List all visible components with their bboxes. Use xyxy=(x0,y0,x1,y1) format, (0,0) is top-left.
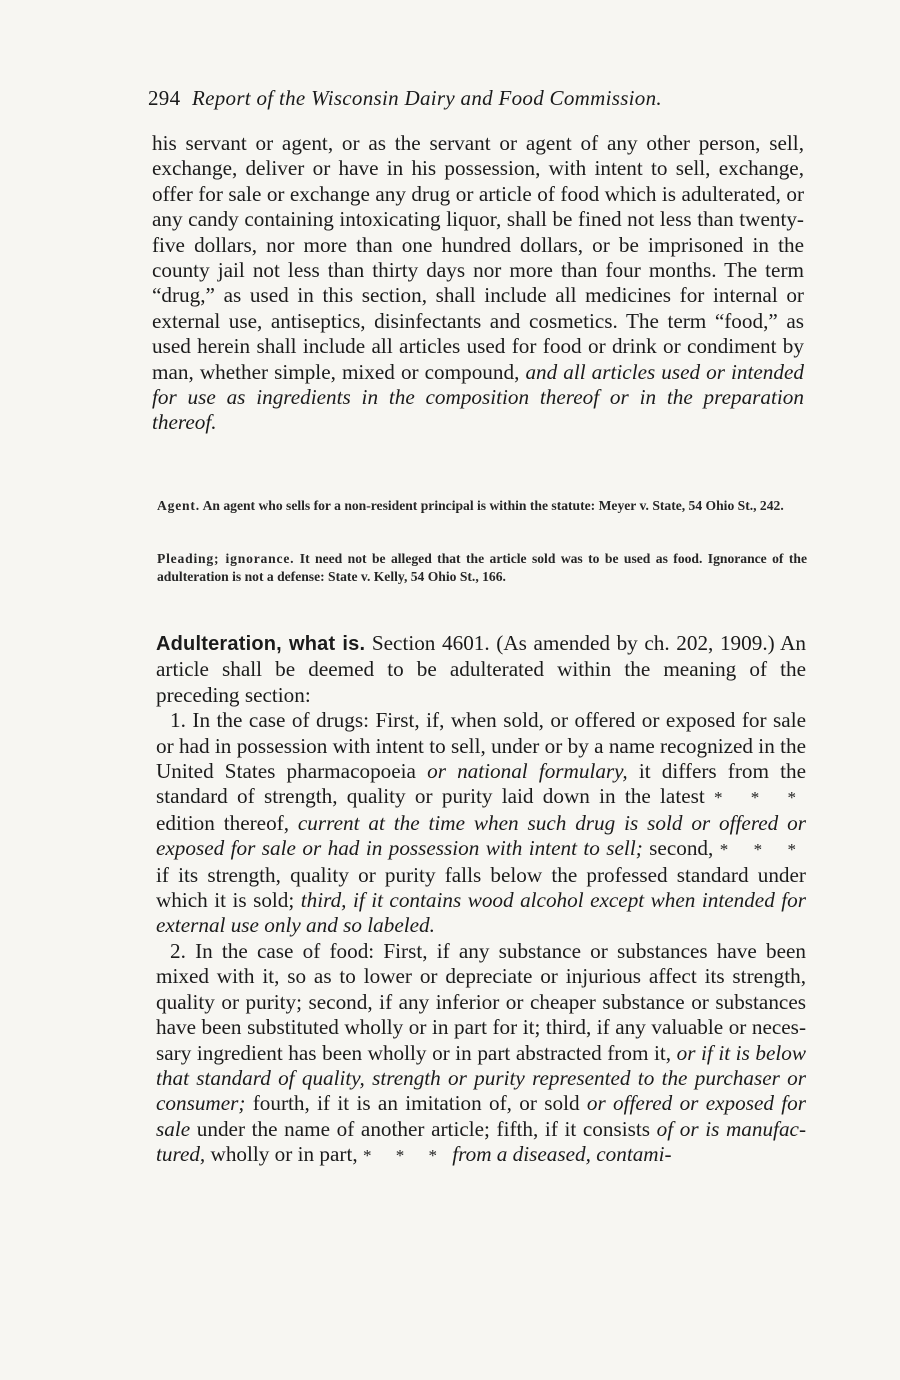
section-item-food xyxy=(156,939,806,1169)
item-text-italic: from a diseased, contami- xyxy=(446,1142,672,1167)
item-text: if its strength, quality or purity falls below the professed standard under which it is sold; xyxy=(156,862,806,913)
annotation-lead: Pleading; ignorance. xyxy=(157,551,295,566)
section-item-drugs xyxy=(156,708,806,939)
paragraph-text-roman: his servant or agent, or as the servant or agent of any other person, sell, exchange, deliver or have in his possession, with intent to sell, exchange, offer for sale or exchange any drug or article of food which is adulterated, or any candy containing intoxicating liquor, shall be fined not less than twenty-five dollars, nor more than one hundred dollars, or be imprisoned in the county jail not less than thirty days nor more than four months. The term “drug,” as used in this section, shall include all medicines for internal or external use, antiseptics, disinfectants and cosmetics. The term “food,” as used herein shall include all articles used for food or drink or condiment by man, whether simple, mixed or compound, xyxy=(152,131,804,384)
annotation-text: It need not be alleged that the article sold was to be used as food. Ignorance of the adulteration is not a defense: State v. Kelly, 54 Ohio St., 166. xyxy=(157,551,808,584)
running-title: Report of the Wisconsin Dairy and Food Commission. xyxy=(191,86,662,110)
section-heading: Adulteration, what is. xyxy=(156,633,366,655)
item-text-italic: or if it is below that standard of quality, strength or purity represented to the purchaser or consumer; xyxy=(156,1040,806,1116)
item-text: 1. In the case of drugs: First, if, when sold, or offered or exposed for sale or had in possession with intent to sell, under or by a name recognized in the United States pharmacopoeia xyxy=(156,708,806,784)
annotation-lead: Agent. xyxy=(157,498,200,513)
paragraph-text xyxy=(152,131,804,436)
section-intro xyxy=(156,631,806,708)
item-text: wholly or in part, xyxy=(205,1142,363,1167)
ellipsis-stars: * * * xyxy=(362,1146,447,1166)
item-text: under the name of another article; fifth, if it consists xyxy=(190,1116,657,1141)
annotation-agent xyxy=(157,497,807,515)
section-intro-text: Section 4601. (As amended by ch. 202, 1909.) An article shall be deemed to be adulterated within the meaning of the preceding section: xyxy=(156,631,806,707)
paragraph-continuation xyxy=(152,131,804,436)
paragraph-text-italic: and all articles used or intended for use as ingredients in the composition thereof or in the preparation thereof. xyxy=(152,359,804,435)
annotation-pleading xyxy=(157,550,807,585)
item-text-italic: of or is manufactured, xyxy=(156,1116,807,1167)
annotation-text: An agent who sells for a non-resident principal is within the statute: Meyer v. State, 54 Ohio St., 242. xyxy=(199,498,784,513)
section-4601 xyxy=(156,631,806,1169)
item-text: it differs from the standard of strength, quality or purity laid down in the latest xyxy=(156,759,806,809)
page-header xyxy=(148,86,788,111)
ellipsis-stars: * * * xyxy=(714,788,807,808)
item-text: fourth, if it is an imitation of, or sold xyxy=(245,1091,587,1116)
item-text-italic: third, if it contains wood alcohol except when intended for external use only and so labeled. xyxy=(156,888,807,938)
item-text: edition thereof, xyxy=(156,810,298,835)
item-text-italic: current at the time when such drug is sold or offered or exposed for sale or had in possession with intent to sell; xyxy=(156,810,806,861)
ellipsis-stars: * * * xyxy=(719,840,806,860)
item-text: second, xyxy=(642,836,720,861)
item-text: 2. In the case of food: First, if any substance or substances have been mixed with it, so as to lower or depreciate or injurious affect its strength, quality or purity; second, if any inferior or cheaper substance or substances have been substituted wholly or in part for it; third, if any valuable or necessary ingredient has been wholly or in part abstracted from it, xyxy=(156,938,806,1065)
page-number: 294 xyxy=(148,86,181,110)
item-text-italic: or offered or exposed for sale xyxy=(156,1091,807,1141)
item-text-italic: or national formulary, xyxy=(427,759,628,784)
